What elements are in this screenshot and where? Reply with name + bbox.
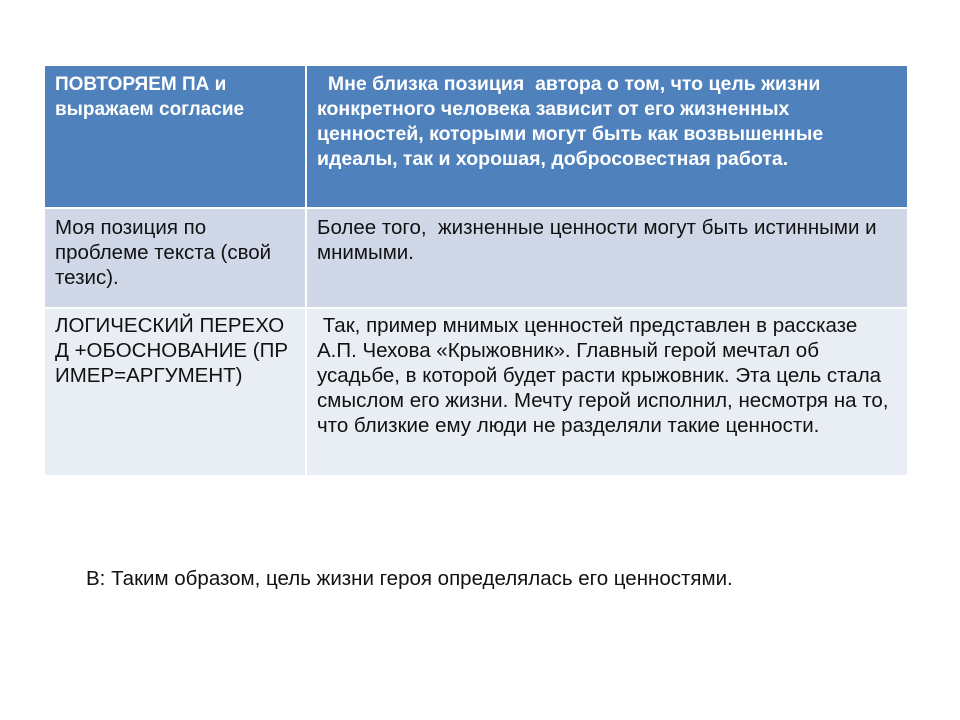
table-cell-step: ЛОГИЧЕСКИЙ ПЕРЕХОД +ОБОСНОВАНИЕ (ПРИМЕР=АРГУМЕНТ) bbox=[45, 309, 307, 477]
table-row bbox=[45, 309, 907, 477]
essay-plan-table-wrapper bbox=[45, 66, 907, 477]
table-cell-text: Более того, жизненные ценности могут быть истинными и мнимыми. bbox=[307, 209, 907, 309]
table-cell-text: Так, пример мнимых ценностей представлен в рассказе А.П. Чехова «Крыжовник». Главный герой мечтал об усадьбе, в которой будет расти крыжовник. Эта цель стала смыслом его жизни. Мечту герой исполнил, несмотря на то, что близкие ему люди не разделяли такие ценности. bbox=[307, 309, 907, 477]
table-row bbox=[45, 66, 907, 209]
table-cell-step: ПОВТОРЯЕМ ПА и выражаем согласие bbox=[45, 66, 307, 209]
conclusion-text: В: Таким образом, цель жизни героя определялась его ценностями. bbox=[86, 567, 733, 590]
table-row bbox=[45, 209, 907, 309]
table-cell-step: Моя позиция по проблеме текста (свой тезис). bbox=[45, 209, 307, 309]
essay-plan-table bbox=[45, 66, 907, 477]
table-cell-text: Мне близка позиция автора о том, что цель жизни конкретного человека зависит от его жизненных ценностей, которыми могут быть как возвышенные идеалы, так и хорошая, добросовестная работа. bbox=[307, 66, 907, 209]
